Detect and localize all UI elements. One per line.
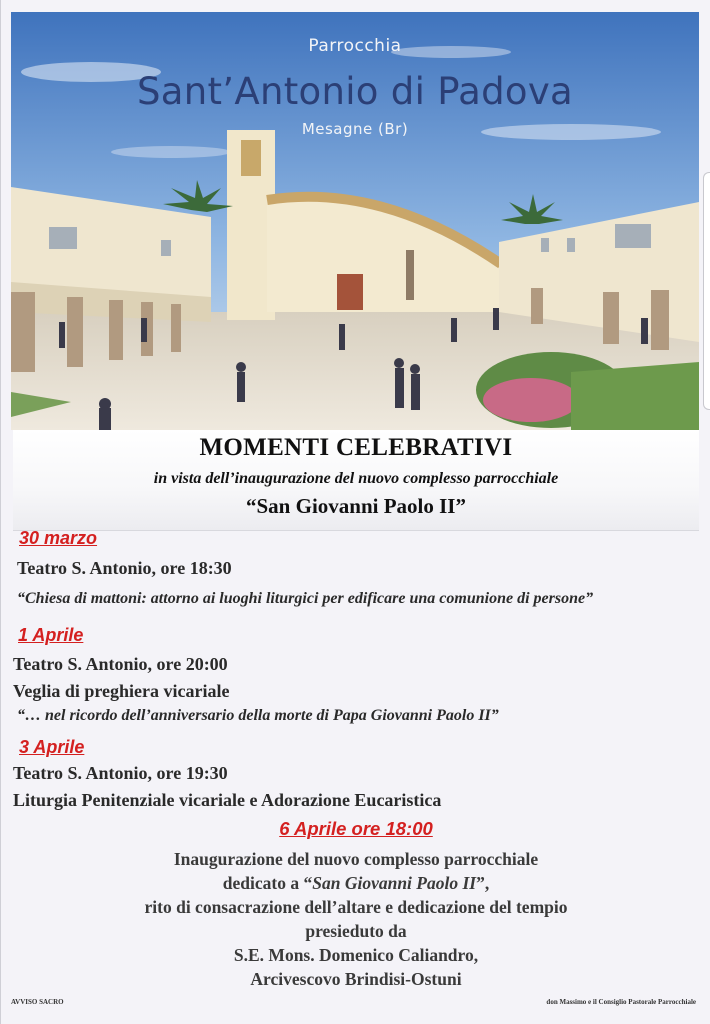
complex-name: “San Giovanni Paolo II” [246, 494, 466, 518]
dedication-suffix: ”, [476, 873, 490, 893]
main-event-line: Inaugurazione del nuovo complesso parrocchiale [173, 849, 539, 869]
side-tab [703, 172, 710, 410]
main-event-line: rito di consacrazione dell’altare e dedicazione del tempio [144, 897, 568, 917]
footer-right: don Massimo e il Consiglio Pastorale Parrocchiale [546, 998, 696, 1006]
main-event-date-row [1, 818, 710, 840]
intro-band [13, 430, 699, 531]
main-event-date: 6 Aprile ore 18:00 [279, 818, 433, 839]
subheading: in vista dell’inaugurazione del nuovo complesso parrocchiale [153, 470, 559, 487]
parish-kicker: Parrocchia [308, 36, 402, 56]
event-place: Teatro S. Antonio, ore 18:30 [17, 558, 232, 578]
event-date: 3 Aprile [19, 737, 85, 757]
event-quote: “… nel ricordo dell’anniversario della morte di Papa Giovanni Paolo II” [17, 707, 499, 724]
dedication-prefix: dedicato a “ [222, 873, 313, 893]
church-rendering-image [11, 12, 699, 430]
event-place: Teatro S. Antonio, ore 20:00 [13, 654, 228, 674]
event-title: Liturgia Penitenziale vicariale e Adorazione Eucaristica [13, 790, 442, 810]
main-event-line: S.E. Mons. Domenico Caliandro, [233, 945, 479, 965]
event-quote: “Chiesa di mattoni: attorno ai luoghi liturgici per edificare una comunione di persone” [17, 590, 594, 607]
main-event-line: presieduto da [305, 921, 407, 941]
dedication-name: San Giovanni Paolo II [312, 873, 477, 893]
event-title: Veglia di preghiera vicariale [13, 681, 230, 701]
footer-left: AVVISO SACRO [11, 998, 64, 1006]
parish-location: Mesagne (Br) [301, 120, 409, 138]
parish-title: Sant’Antonio di Padova [136, 70, 574, 113]
heading: MOMENTI CELEBRATIVI [199, 434, 513, 461]
main-event-line: Arcivescovo Brindisi-Ostuni [250, 969, 462, 989]
event-place: Teatro S. Antonio, ore 19:30 [13, 763, 228, 783]
event-date: 30 marzo [19, 528, 98, 548]
main-event-dedication [1, 873, 710, 894]
event-date: 1 Aprile [18, 625, 84, 645]
